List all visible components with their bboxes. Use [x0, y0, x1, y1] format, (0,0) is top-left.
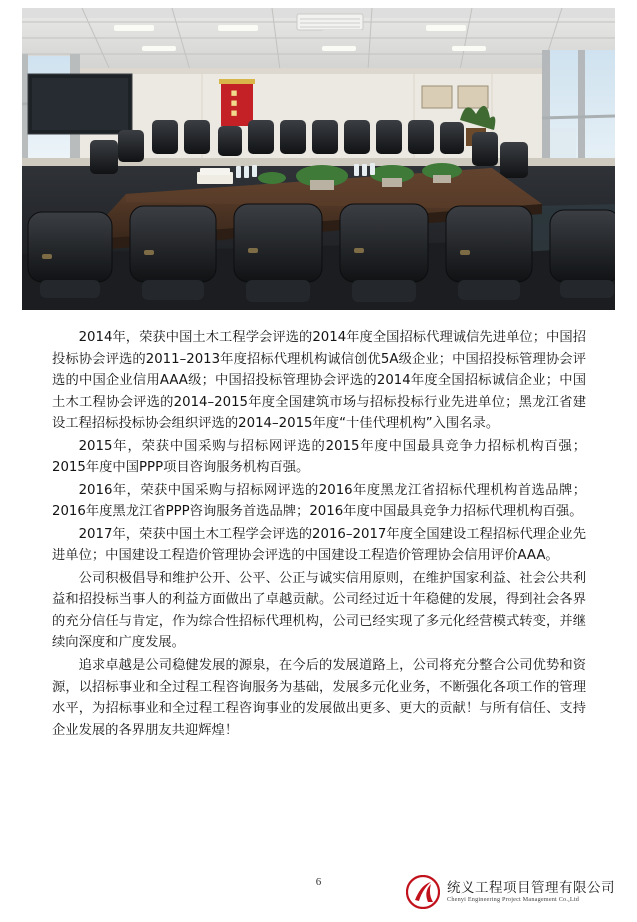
company-name-cn: 统义工程项目管理有限公司	[447, 879, 615, 896]
company-name-block	[447, 881, 615, 904]
photo-artwork	[22, 8, 615, 310]
svg-text:■: ■	[230, 99, 238, 107]
svg-text:■: ■	[230, 89, 238, 97]
paragraph: 2017年，荣获中国土木工程学会评选的2016–2017年度全国建设工程招标代理企业先进单位；中国建设工程造价管理协会评选的中国建设工程造价管理协会信用评价AAA。	[52, 526, 586, 564]
paragraph: 2014年，荣获中国土木工程学会评选的2014年度全国招标代理诚信先进单位；中国招投标协会评选的2011–2013年度招标代理机构诚信创优5A级企业；中国招投标管理协会评选的中国企业信用AAA级；中国招投标管理协会评选的2014年度全国招标诚信企业；中国土木工程协会评选的2014–2015年度全国建筑市场与招标投标行业先进单位；黑龙江省建设工程招标投标协会组织评选的2014–2015年度“十佳代理机构”入围名录。	[52, 330, 586, 432]
conference-room-photo	[22, 8, 615, 310]
company-name-en: Chenyi Engineering Project Management Co.,Ltd	[447, 895, 580, 903]
footer-logo	[406, 872, 615, 912]
company-logo-icon	[406, 875, 440, 909]
paragraph: 追求卓越是公司稳健发展的源泉，在今后的发展道路上，公司将充分整合公司优势和资源，以招标事业和全过程工程咨询服务为基础，发展多元化业务，不断强化各项工作的管理水平，为招标事业和全过程工程咨询事业的发展做出更多、更大的贡献！与所有信任、支持企业发展的各界朋友共迎辉煌！	[52, 657, 586, 738]
page-number: 6	[315, 876, 322, 888]
article-body	[52, 327, 586, 742]
svg-text:■: ■	[230, 109, 238, 117]
paragraph: 公司积极倡导和维护公开、公平、公正与诚实信用原则，在维护国家利益、社会公共利益和招投标当事人的利益方面做出了卓越贡献。公司经过近十年稳健的发展，得到社会各界的充分信任与肯定，作为综合性招标代理机构，公司已经实现了多元化经营模式转变，并继续向深度和广度发展。	[52, 570, 586, 651]
paragraph: 2016年，荣获中国采购与招标网评选的2016年度黑龙江省招标代理机构首选品牌；2016年度黑龙江省PPP咨询服务首选品牌；2016年度中国最具竞争力招标代理机构百强。	[52, 482, 586, 520]
paragraph: 2015年，荣获中国采购与招标网评选的2015年度中国最具竞争力招标机构百强；2015年度中国PPP项目咨询服务机构百强。	[52, 438, 586, 476]
